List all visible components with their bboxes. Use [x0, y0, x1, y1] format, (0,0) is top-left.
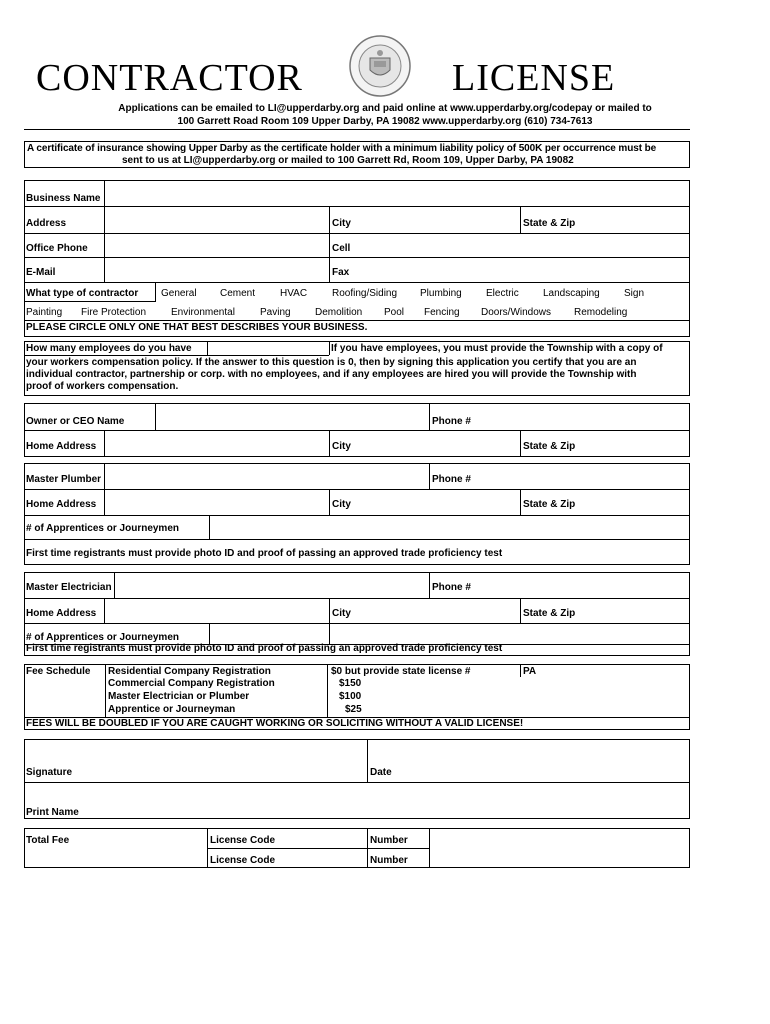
owner-name-field[interactable] [157, 406, 427, 428]
master-electrician-label: Master Electrician [26, 582, 112, 593]
cell-field[interactable] [352, 235, 688, 255]
owner-state-zip-field[interactable] [582, 432, 688, 455]
plumber-home-address-label: Home Address [26, 499, 97, 510]
type-plumbing[interactable]: Plumbing [420, 288, 462, 299]
type-roofing-siding[interactable]: Roofing/Siding [332, 288, 398, 299]
owner-phone-label: Phone # [432, 416, 471, 427]
owner-home-address-label: Home Address [26, 441, 97, 452]
employees-note-line2: your workers compensation policy. If the answer to this question is 0, then by signing this application you certify that you are an [26, 357, 637, 368]
type-doors-windows[interactable]: Doors/Windows [481, 307, 552, 318]
total-fee-field[interactable] [80, 831, 204, 865]
insurance-line1: A certificate of insurance showing Upper Darby as the certificate holder with a minimum liability policy of 500K per occurrence must be [27, 143, 657, 154]
type-fire-protection[interactable]: Fire Protection [81, 307, 147, 318]
fee-item-commercial: Commercial Company Registration [108, 678, 275, 689]
electrician-state-zip-field[interactable] [582, 600, 688, 621]
electrician-city-field[interactable] [352, 600, 518, 621]
fee-item-master: Master Electrician or Plumber [108, 691, 250, 702]
owner-city-field[interactable] [352, 432, 518, 455]
type-remodeling[interactable]: Remodeling [574, 307, 628, 318]
plumber-home-address-field[interactable] [106, 491, 327, 513]
email-field[interactable] [106, 259, 327, 280]
address-label: Address [26, 218, 67, 229]
plumber-city-label: City [332, 499, 351, 510]
type-landscaping[interactable]: Landscaping [543, 288, 600, 299]
owner-phone-field[interactable] [474, 406, 688, 428]
number-label-1: Number [370, 835, 408, 846]
title-license: LICENSE [452, 57, 616, 99]
license-code-label-1: License Code [210, 835, 276, 846]
fee-amount-master: $100 [339, 691, 362, 702]
electrician-phone-field[interactable] [474, 575, 688, 596]
type-fencing[interactable]: Fencing [424, 307, 460, 318]
business-name-label: Business Name [26, 193, 101, 204]
cell-label: Cell [332, 243, 351, 254]
type-painting[interactable]: Painting [26, 307, 63, 318]
electrician-apprentices-label: # of Apprentices or Journeymen [26, 632, 179, 643]
fee-item-residential: Residential Company Registration [108, 666, 271, 677]
number-label-2: Number [370, 855, 408, 866]
header-contact-line1: Applications can be emailed to LI@upperdarby.org and paid online at www.upperdarby.org/codepay or mailed to [118, 103, 652, 114]
plumber-apprentices-label: # of Apprentices or Journeymen [26, 523, 179, 534]
plumber-state-zip-field[interactable] [582, 491, 688, 513]
email-label: E-Mail [26, 267, 56, 278]
date-field[interactable] [396, 742, 688, 780]
circle-note: PLEASE CIRCLE ONLY ONE THAT BEST DESCRIBES YOUR BUSINESS. [26, 322, 368, 333]
fee-item-apprentice: Apprentice or Journeyman [108, 704, 236, 715]
state-license-prefix: PA [523, 666, 537, 677]
license-code-label-2: License Code [210, 855, 276, 866]
type-electric[interactable]: Electric [486, 288, 519, 299]
electrician-state-zip-label: State & Zip [523, 608, 576, 619]
print-name-label: Print Name [26, 807, 79, 818]
office-phone-field[interactable] [106, 235, 327, 255]
plumber-phone-field[interactable] [474, 466, 688, 487]
employees-note-line1: If you have employees, you must provide the Township with a copy of [331, 343, 663, 354]
electrician-home-address-field[interactable] [106, 600, 327, 621]
electrician-apprentices-field[interactable] [211, 625, 327, 642]
electrician-notice: First time registrants must provide photo ID and proof of passing an approved trade proficiency test [26, 643, 503, 654]
total-fee-label: Total Fee [26, 835, 70, 846]
type-cement[interactable]: Cement [220, 288, 256, 299]
address-field[interactable] [106, 209, 327, 231]
master-plumber-field[interactable] [106, 466, 427, 487]
township-seal-icon [348, 34, 412, 98]
employees-note-line3: individual contractor, partnership or corp. with no employees, and if any employees are hired you will provide the Township with [26, 369, 637, 380]
date-label: Date [370, 767, 392, 778]
type-environmental[interactable]: Environmental [171, 307, 235, 318]
fee-schedule-label: Fee Schedule [26, 666, 91, 677]
number-field-2[interactable] [431, 850, 688, 866]
owner-home-address-field[interactable] [106, 432, 327, 455]
fee-warning: FEES WILL BE DOUBLED IF YOU ARE CAUGHT WORKING OR SOLICITING WITHOUT A VALID LICENSE! [26, 718, 524, 729]
city-field[interactable] [352, 209, 518, 231]
number-field-1[interactable] [431, 831, 688, 847]
office-phone-label: Office Phone [26, 243, 88, 254]
master-plumber-label: Master Plumber [26, 474, 102, 485]
type-general[interactable]: General [161, 288, 197, 299]
type-paving[interactable]: Paving [260, 307, 291, 318]
type-sign[interactable]: Sign [624, 288, 645, 299]
electrician-phone-label: Phone # [432, 582, 471, 593]
fee-amount-apprentice: $25 [345, 704, 362, 715]
state-license-field[interactable] [538, 665, 688, 676]
signature-field[interactable] [82, 742, 364, 780]
business-name-field[interactable] [106, 183, 688, 204]
fax-field[interactable] [352, 259, 688, 280]
employees-note-line4: proof of workers compensation. [26, 381, 179, 392]
signature-label: Signature [26, 767, 73, 778]
master-electrician-field[interactable] [116, 575, 427, 596]
plumber-apprentices-field[interactable] [211, 517, 688, 537]
print-name-field[interactable] [86, 785, 688, 817]
state-zip-label: State & Zip [523, 218, 576, 229]
plumber-notice: First time registrants must provide photo ID and proof of passing an approved trade proficiency test [26, 548, 503, 559]
fee-amount-residential: $0 but provide state license # [331, 666, 471, 677]
header-contact-line2: 100 Garrett Road Room 109 Upper Darby, PA 19082 www.upperdarby.org (610) 734-7613 [177, 116, 593, 127]
plumber-city-field[interactable] [352, 491, 518, 513]
owner-state-zip-label: State & Zip [523, 441, 576, 452]
title-contractor: CONTRACTOR [36, 57, 303, 99]
owner-city-label: City [332, 441, 351, 452]
insurance-line2: sent to us at LI@upperdarby.org or mailed to 100 Garrett Rd, Room 109, Upper Darby, PA 19082 [122, 155, 574, 166]
owner-name-label: Owner or CEO Name [26, 416, 125, 427]
plumber-phone-label: Phone # [432, 474, 471, 485]
fee-amount-commercial: $150 [339, 678, 362, 689]
employees-question: How many employees do you have [26, 343, 192, 354]
city-label: City [332, 218, 351, 229]
employees-count-field[interactable] [209, 342, 327, 354]
contractor-type-label: What type of contractor [26, 288, 139, 299]
plumber-state-zip-label: State & Zip [523, 499, 576, 510]
fax-label: Fax [332, 267, 350, 278]
type-hvac[interactable]: HVAC [280, 288, 308, 299]
type-pool[interactable]: Pool [384, 307, 405, 318]
electrician-home-address-label: Home Address [26, 608, 97, 619]
state-zip-field[interactable] [582, 209, 688, 231]
type-demolition[interactable]: Demolition [315, 307, 363, 318]
electrician-city-label: City [332, 608, 351, 619]
